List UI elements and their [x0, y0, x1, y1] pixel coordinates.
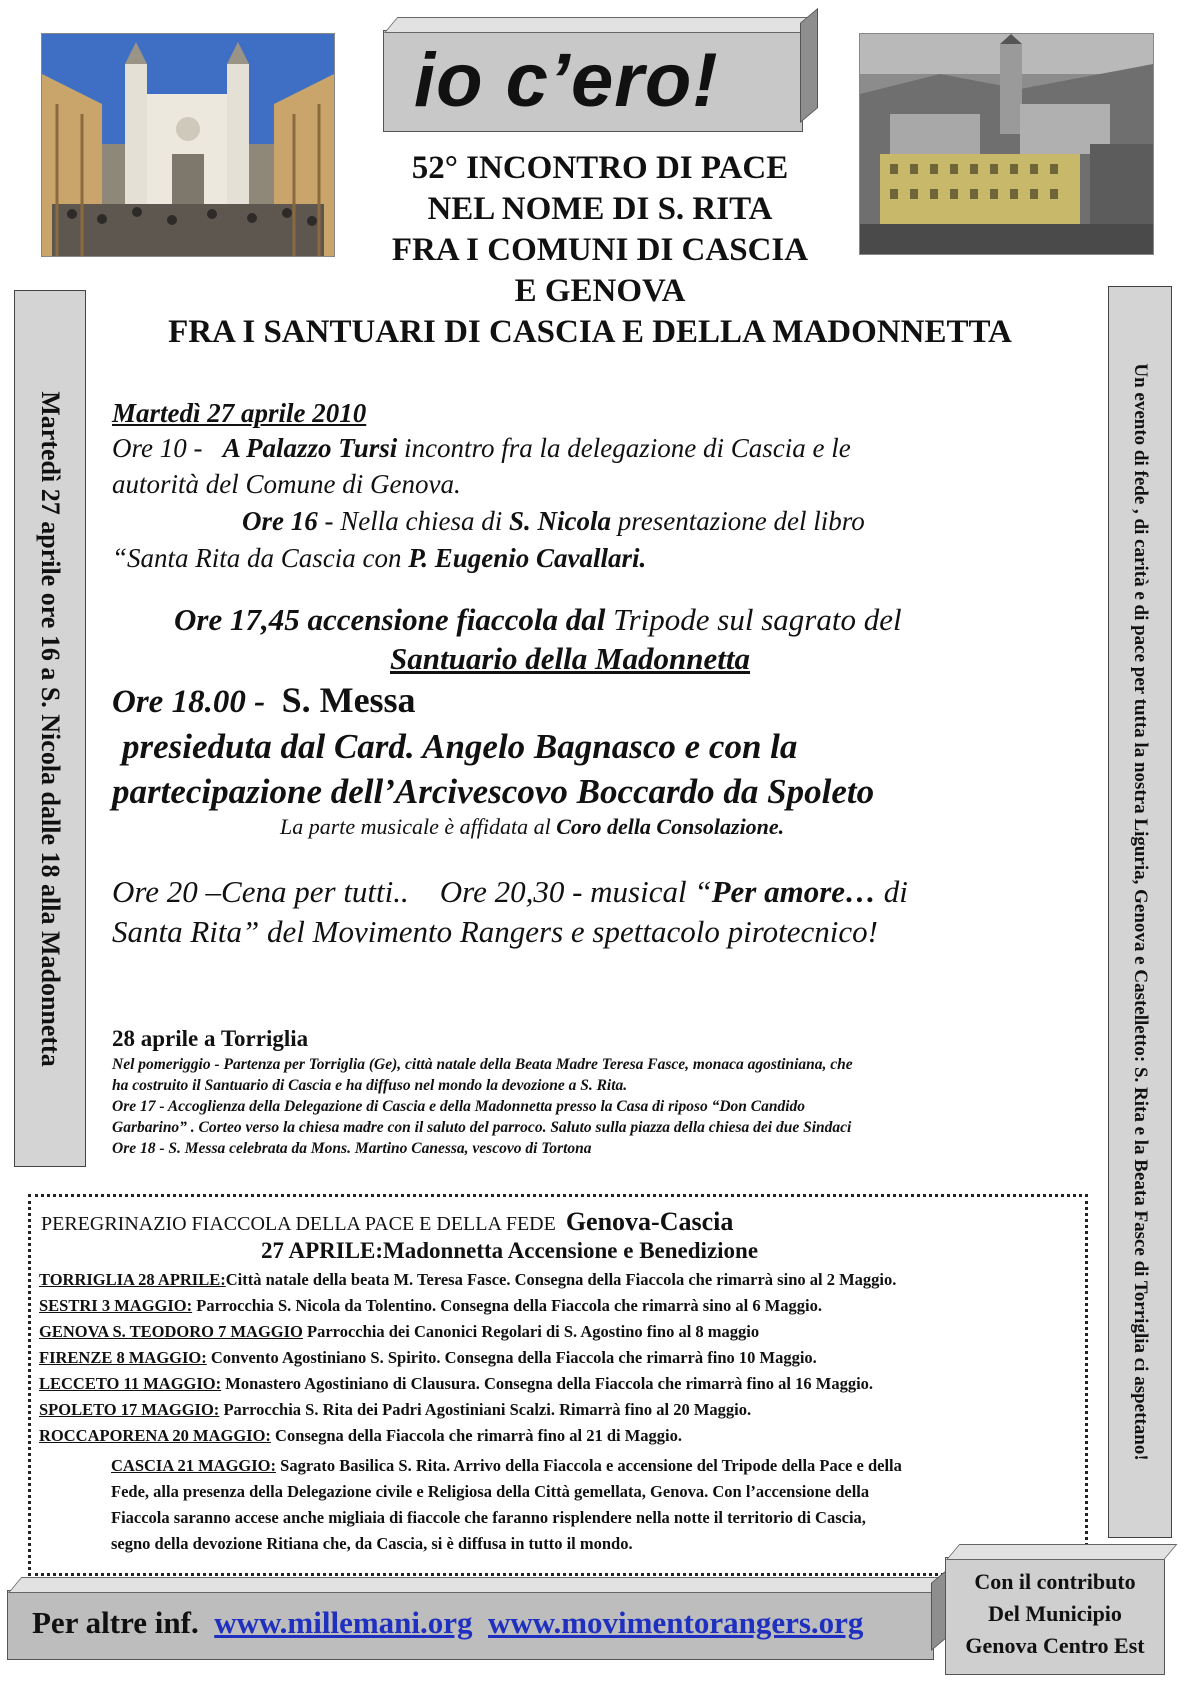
schedule-block — [112, 396, 1087, 952]
torriglia-line-1: Nel pomeriggio - Partenza per Torriglia (Ge), città natale della Beata Madre Teresa Fasce, monaca agostiniana, che — [112, 1056, 853, 1073]
photo-cascia-basilica — [41, 33, 335, 257]
ore20-line — [112, 872, 1087, 912]
ore1745-line — [112, 600, 1087, 640]
info-label: Per altre inf. — [32, 1605, 199, 1640]
pilgrimage-title-c: Genova-Cascia — [565, 1207, 734, 1236]
torriglia-line-5: Ore 18 - S. Messa celebrata da Mons. Martino Canessa, vescovo di Tortona — [112, 1140, 592, 1157]
pilgrimage-box — [28, 1194, 1088, 1576]
right-vertical-banner — [1108, 286, 1172, 1538]
ore18-title: S. Messa — [281, 680, 416, 720]
torriglia-block — [112, 1024, 1087, 1159]
stop-item: SPOLETO 17 MAGGIO: Parrocchia S. Rita dei Padri Agostiniani Scalzi. Rimarrà fino al 20 Maggio. — [39, 1400, 752, 1419]
pilgrimage-title-b: DELLA PACE E DELLA FEDE — [295, 1213, 556, 1235]
ore16-author: P. Eugenio Cavallari. — [408, 543, 647, 573]
torriglia-heading: 28 aprile a Torriglia — [112, 1026, 309, 1051]
ore1745-text-b: Tripode sul sagrato del — [613, 602, 902, 637]
ore20-text-b: di — [876, 874, 908, 909]
contrib-line-2: Del Municipio — [988, 1601, 1122, 1626]
ore16-line — [112, 502, 1087, 540]
pilgrimage-title — [41, 1207, 733, 1237]
header-line-5: FRA I SANTUARI DI CASCIA E DELLA MADONNETTA — [168, 314, 1012, 350]
logo-title: io c’ero! — [414, 38, 719, 123]
left-vertical-banner — [14, 290, 86, 1167]
date-heading: Martedì 27 aprile 2010 — [112, 398, 367, 428]
ore18-label: Ore 18.00 - — [112, 684, 266, 720]
stop-item: LECCETO 11 MAGGIO: Monastero Agostiniano di Clausura. Consegna della Fiaccola che rimarrà fino al 16 Maggio. — [39, 1374, 874, 1393]
stop-item: FIRENZE 8 MAGGIO: Convento Agostiniano S. Spirito. Consegna della Fiaccola che rimarrà fino 10 Maggio. — [39, 1348, 817, 1367]
contribution-text — [946, 1566, 1164, 1662]
cascia-line-1: CASCIA 21 MAGGIO: Sagrato Basilica S. Rita. Arrivo della Fiaccola e accensione del Tripode della Pace e della — [111, 1456, 902, 1475]
contribution-box — [945, 1557, 1165, 1675]
cascia-line-3: Fiaccola saranno accese anche migliaia di fiaccole che faranno risplendere nella notte il territorio di Cascia, — [111, 1508, 866, 1527]
header-block — [330, 148, 870, 312]
ore16-line-2 — [112, 540, 1087, 576]
ore10-text-a: incontro fra la delegazione di Cascia e le — [404, 433, 851, 463]
stop-item: SESTRI 3 MAGGIO: Parrocchia S. Nicola da Tolentino. Consegna della Fiaccola che rimarrà sino al 6 Maggio. — [39, 1296, 822, 1315]
ore16-book: “Santa Rita da Cascia con — [112, 543, 402, 573]
ore1745-text-a: Ore 17,45 accensione fiaccola dal — [174, 602, 606, 637]
pilgrimage-title-a: PEREGRINAZIO FIACCOLA — [41, 1213, 291, 1235]
header-line-1: 52° INCONTRO DI PACE — [411, 150, 789, 186]
stop-item: ROCCAPORENA 20 MAGGIO: Consegna della Fiaccola che rimarrà fino al 21 di Maggio. — [39, 1426, 683, 1445]
ore18-line-2: presieduta dal Card. Angelo Bagnasco e con la — [122, 727, 798, 766]
ore1745-place: Santuario della Madonnetta — [390, 641, 751, 676]
photo-madonnetta-sanctuary — [859, 33, 1154, 255]
ore10-place: A Palazzo Tursi — [222, 433, 398, 463]
left-banner-text: Martedì 27 aprile ore 16 a S. Nicola dalle 18 alla Madonnetta — [36, 390, 65, 1067]
music-text-b: Coro della Consolazione. — [556, 814, 785, 839]
logo-box — [383, 30, 803, 132]
stops-list — [39, 1267, 1079, 1449]
ore20-title: Per amore… — [711, 874, 877, 909]
torriglia-line-4: Garbarino” . Corteo verso la chiesa madre con il saluto del parroco. Saluto sulla piazza della chiesa dei due Sindaci — [112, 1119, 852, 1136]
ore10-line-2: autorità del Comune di Genova. — [112, 469, 461, 499]
cascia-line-4: segno della devozione Ritiana che, da Cascia, si è diffusa in tutto il mondo. — [111, 1534, 633, 1553]
contrib-line-1: Con il contributo — [974, 1569, 1136, 1594]
ore16-place: S. Nicola — [508, 506, 611, 536]
ore18-line-3: partecipazione dell’Arcivescovo Boccardo da Spoleto — [112, 772, 875, 811]
music-text-a: La parte musicale è affidata al — [280, 814, 551, 839]
ore10-label: Ore 10 - — [112, 433, 203, 463]
footer-info-line — [32, 1605, 863, 1641]
ore16-label: Ore 16 — [242, 506, 318, 536]
link-millemani[interactable]: www.millemani.org — [214, 1605, 473, 1640]
cascia-line-2: Fede, alla presenza della Delegazione civile e Religiosa della Città gemellata, Genova. Con l’accensione della — [111, 1482, 870, 1501]
link-movimentorangers[interactable]: www.movimentorangers.org — [488, 1605, 864, 1640]
stop-item: GENOVA S. TEODORO 7 MAGGIO Parrocchia dei Canonici Regolari di S. Agostino fino al 8 maggio — [39, 1322, 760, 1341]
ore20-line-2: Santa Rita” del Movimento Rangers e spettacolo pirotecnico! — [112, 914, 878, 949]
ore16-text-a: - Nella chiesa di — [324, 506, 503, 536]
ore18-line — [112, 678, 1087, 724]
stop-item: TORRIGLIA 28 APRILE:Città natale della beata M. Teresa Fasce. Consegna della Fiaccola che rimarrà sino al 2 Maggio. — [39, 1270, 897, 1289]
header-line-3: FRA I COMUNI DI CASCIA — [391, 232, 809, 268]
contrib-line-3: Genova Centro Est — [965, 1633, 1145, 1658]
cascia-stop — [111, 1453, 1079, 1557]
torriglia-line-2: ha costruito il Santuario di Cascia e ha diffuso nel mondo la devozione a S. Rita. — [112, 1077, 628, 1094]
pilgrimage-subtitle: 27 APRILE:Madonnetta Accensione e Benedizione — [261, 1238, 759, 1263]
music-line — [112, 814, 1087, 840]
footer-info-box — [7, 1590, 934, 1660]
header-line-4: E GENOVA — [514, 273, 686, 309]
ore20-text-a: Ore 20 –Cena per tutti.. Ore 20,30 - musical “ — [112, 874, 712, 909]
header-line-2: NEL NOME DI S. RITA — [427, 191, 773, 227]
right-banner-text: Un evento di fede , di carità e di pace per tutta la nostra Liguria, Genova e Castelletto: S. Rita e la Beata Fasce di Torriglia ci aspettano! — [1130, 363, 1151, 1461]
ore10-line — [112, 430, 1087, 466]
torriglia-line-3: Ore 17 - Accoglienza della Delegazione di Cascia e della Madonnetta presso la Casa di riposo “Don Candido — [112, 1098, 806, 1115]
ore16-text-b: presentazione del libro — [617, 506, 865, 536]
